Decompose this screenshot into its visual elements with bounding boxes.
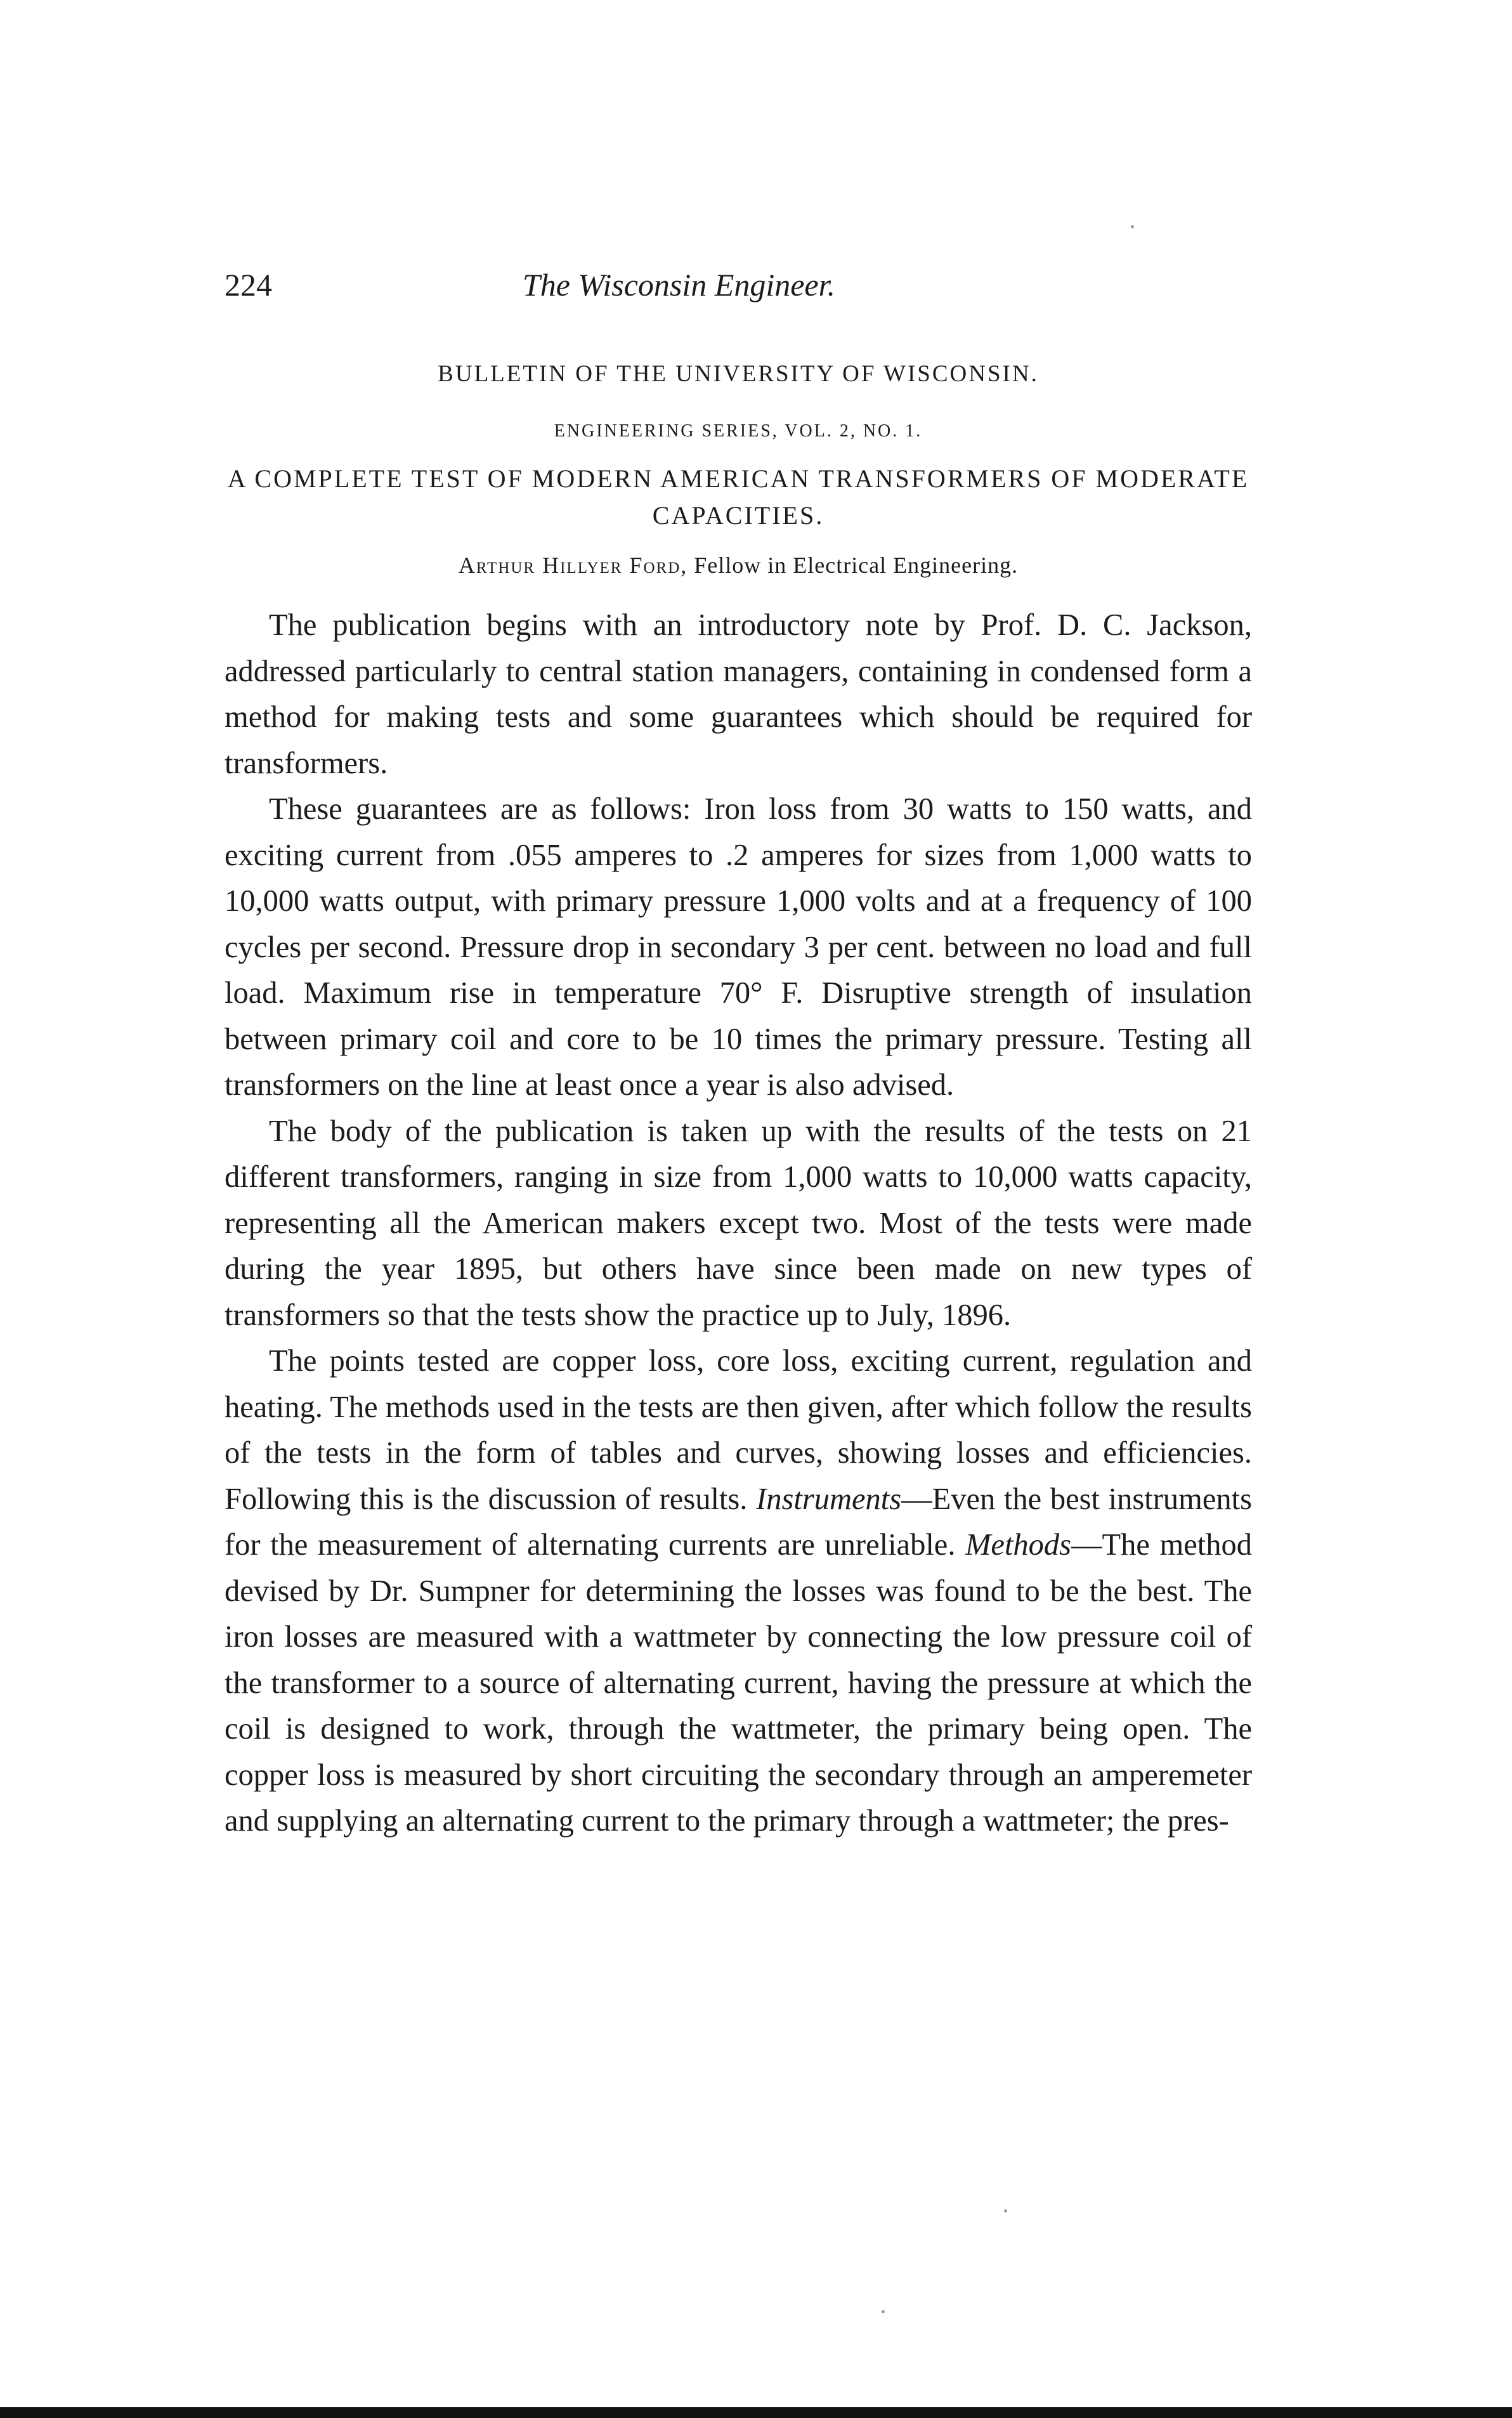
byline — [225, 552, 1252, 578]
points-tested-text-1: The points tested are copper loss, core loss, exciting current, regulation and heating. The methods used in the tests are then given, after which follow the results of the tests in the form of tables and curves, showing losses and efficiencies. Following this is the discussion of results. — [225, 1344, 1252, 1516]
running-head — [225, 266, 1252, 317]
series-line: ENGINEERING SERIES, VOL. 2, NO. 1. — [554, 421, 923, 441]
paragraph-guarantees: These guarantees are as follows: Iron loss from 30 watts to 150 watts, and exciting current from .055 amperes to .2 amperes for sizes from 1,000 watts to 10,000 watts output, with primary pressure 1,000 volts and at a frequency of 100 cycles per second. Pressure drop in secondary 3 per cent. between no load and full load. Maximum rise in temperature 70° F. Disruptive strength of insulation between primary coil and core to be 10 times the primary pressure. Testing all transformers on the line at least once a year is also advised. — [225, 792, 1252, 1102]
points-tested-text-3: —The method devised by Dr. Sumpner for determining the losses was found to be the best. The iron losses are measured with a wattmeter by connecting the low pressure coil of the transformer to a source of alternating current, having the pressure at which the coil is designed to work, through the wattmeter, the primary being open. The copper loss is measured by short circuiting the secondary through an amperemeter and supplying an alternating current to the primary through a wattmeter; the pres- — [225, 1528, 1252, 1838]
journal-title: The Wisconsin Engineer. — [523, 267, 836, 303]
author-name: Arthur Hillyer Ford, — [458, 552, 688, 578]
article-body — [225, 603, 1252, 1845]
article-title: A COMPLETE TEST OF MODERN AMERICAN TRANSFORMERS OF MODERATE CAPACITIES. — [227, 464, 1249, 530]
scan-bottom-edge — [0, 2407, 1512, 2418]
paragraph-introductory-note: The publication begins with an introductory note by Prof. D. C. Jackson, addressed particularly to central station managers, containing in condensed form a method for making tests and some guarantees which should be required for transformers. — [225, 608, 1252, 780]
scan-speck — [1004, 2209, 1007, 2212]
scan-speck — [1131, 225, 1134, 228]
paragraph-test-results: The body of the publication is taken up with the results of the tests on 21 different transformers, ranging in size from 1,000 watts to 10,000 watts capacity, representing all the American makers except two. Most of the tests were made during the year 1895, but others have since been made on new types of transformers so that the tests show the practice up to July, 1896. — [225, 1114, 1252, 1332]
bulletin-title: BULLETIN OF THE UNIVERSITY OF WISCONSIN. — [438, 361, 1039, 387]
points-tested-text-2: —Even the best instruments for the measurement of alternating currents are unreliable. — [225, 1482, 1252, 1562]
paragraph-points-tested — [225, 1338, 1252, 1845]
author-role: Fellow in Electrical Engineering. — [694, 552, 1019, 578]
scan-speck — [882, 2310, 885, 2313]
methods-heading: Methods — [965, 1528, 1072, 1562]
page-number: 224 — [225, 267, 272, 303]
instruments-heading: Instruments — [756, 1482, 902, 1516]
